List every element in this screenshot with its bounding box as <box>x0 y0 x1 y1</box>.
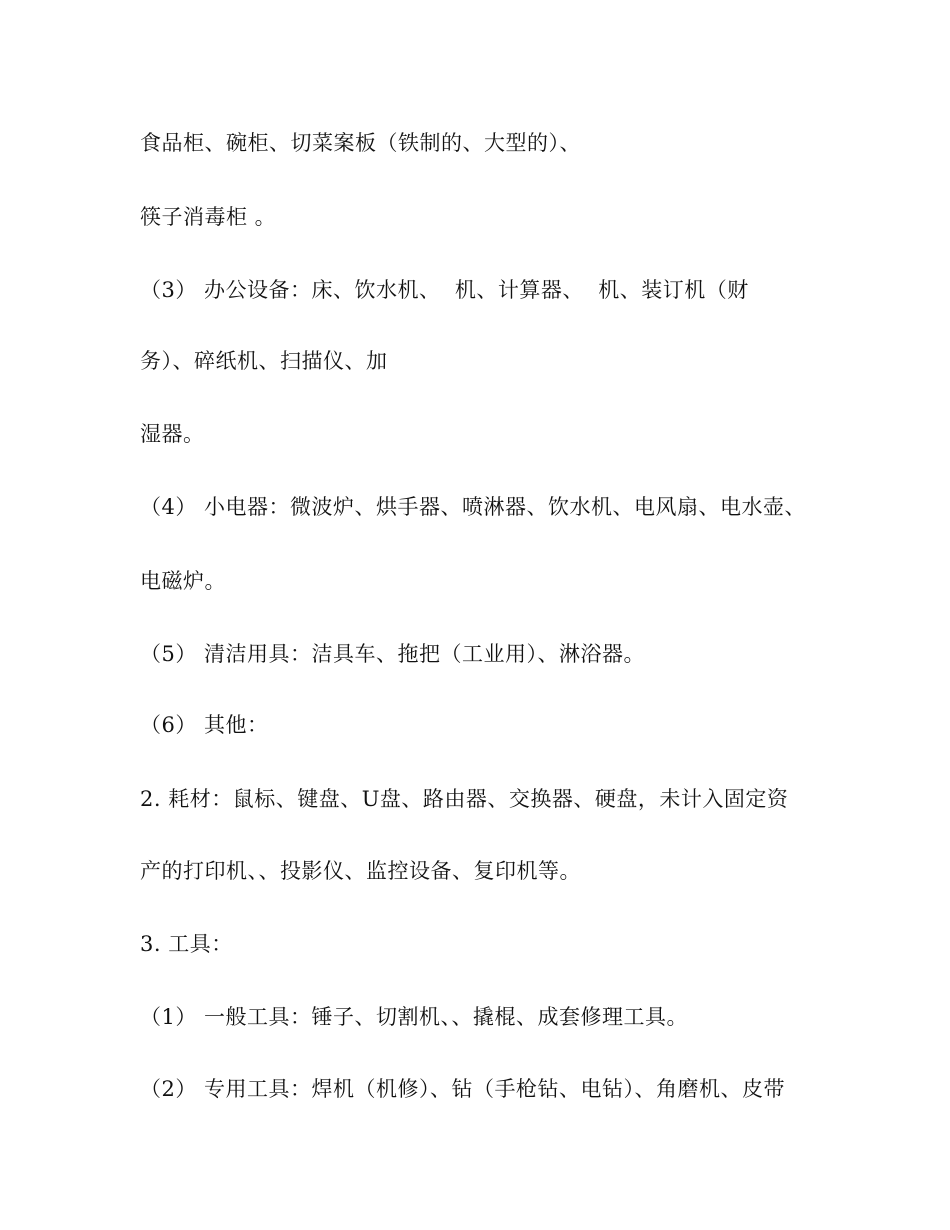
text-line-10: 2. 耗材：鼠标、键盘、U盘、路由器、交换器、硬盘，未计入固定资 <box>140 787 789 811</box>
text-line-6: （4） 小电器：微波炉、烘手器、喷淋器、饮水机、电风扇、电水壶、 <box>140 495 807 519</box>
text-line-8: （5） 清洁用具：洁具车、拖把（工业用）、淋浴器。 <box>140 642 646 666</box>
text-line-7: 电磁炉。 <box>140 569 226 593</box>
text-line-4: 务）、碎纸机、扫描仪、加 <box>140 349 388 373</box>
text-line-1: 食品柜、碗柜、切菜案板（铁制的、大型的）、 <box>140 131 581 155</box>
text-line-2: 筷子消毒柜 。 <box>140 205 277 229</box>
text-line-13: （1） 一般工具：锤子、切割机、、撬棍、成套修理工具。 <box>140 1005 689 1029</box>
text-line-14: （2） 专用工具：焊机（机修）、钻（手枪钻、电钻）、角磨机、皮带 <box>140 1077 786 1101</box>
text-line-3: （3） 办公设备：床、饮水机、 机、计算器、 机、装订机（财 <box>140 278 749 302</box>
text-line-11: 产的打印机、、投影仪、监控设备、复印机等。 <box>140 859 581 883</box>
text-line-12: 3. 工具： <box>140 932 233 956</box>
text-line-5: 湿器。 <box>140 422 205 446</box>
text-line-9: （6） 其他： <box>140 713 269 737</box>
